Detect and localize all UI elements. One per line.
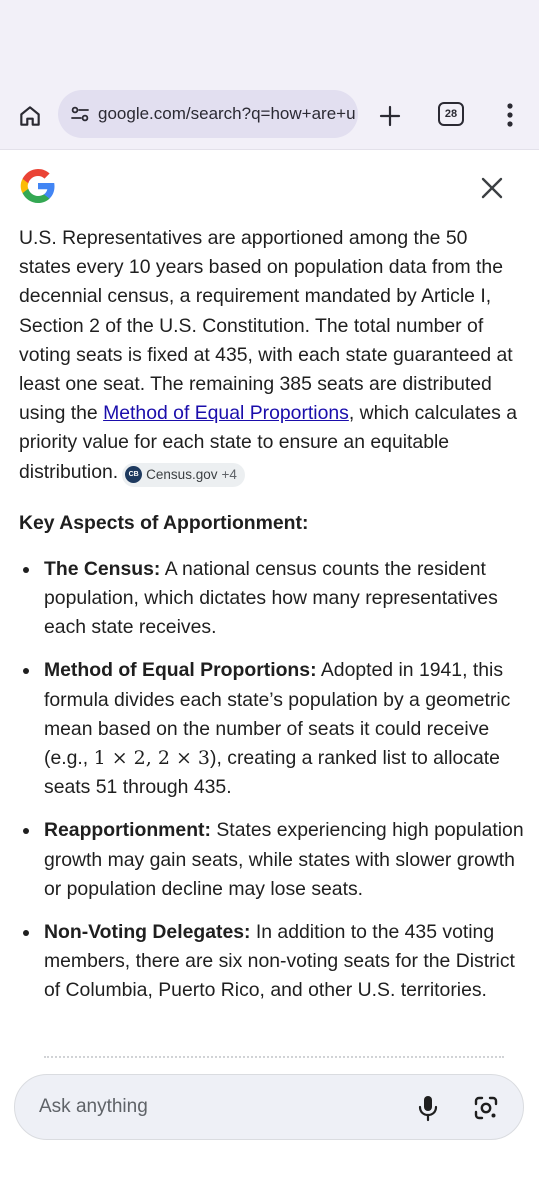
ai-overview-content [19, 224, 524, 1020]
item-text-after-math: ), creating a ranked list to allocate seats 51 through 435. [44, 747, 500, 799]
plus-icon [378, 104, 402, 128]
item-term: Method of Equal Proportions: [44, 659, 317, 682]
bottom-spacer [0, 1144, 539, 1200]
browser-toolbar [0, 80, 539, 150]
lens-button[interactable] [471, 1092, 501, 1124]
item-term: The Census: [44, 557, 161, 580]
google-g-logo [18, 166, 58, 206]
math-expression: 1 × 2, 2 × 3 [93, 747, 211, 770]
list-item-method [19, 656, 524, 802]
close-button[interactable] [476, 172, 508, 204]
item-text: States experiencing high population growth may gain seats, while states with slower growth or population decline may lose seats. [44, 819, 524, 900]
aspects-list [19, 555, 524, 1006]
item-text-before-math: Adopted in 1941, this formula divides each state’s population by a geometric mean based on the number of seats it could receive (e.g., [44, 659, 511, 770]
status-bar-area [0, 0, 539, 80]
item-text: In addition to the 435 voting members, there are six non-voting seats for the District of Columbia, Puerto Rico, and other U.S. territories. [44, 921, 515, 1002]
intro-text-before-link: U.S. Representatives are apportioned among the 50 states every 10 years based on population data from the decennial census, a requirement mandated by Article I, Section 2 of the U.S. Constitution. The total number of voting seats is fixed at 435, with each state guaranteed at least one seat. The remaining 385 seats are distributed using the [19, 227, 513, 425]
list-item-non-voting [19, 918, 524, 1006]
item-text: A national census counts the resident population, which dictates how many representatives each state receives. [44, 557, 498, 639]
new-tab-button[interactable] [374, 100, 406, 132]
mic-icon [417, 1094, 439, 1122]
home-button[interactable] [14, 100, 46, 132]
tab-count: 28 [444, 108, 458, 120]
intro-text-after-link: , which calculates a priority value for each state to ensure an equitable distribution. [19, 402, 517, 483]
lens-camera-icon [473, 1095, 499, 1121]
list-item-census [19, 555, 524, 643]
source-more-count: +4 [221, 466, 237, 482]
method-of-equal-proportions-link[interactable]: Method of Equal Proportions [103, 402, 349, 425]
ask-input[interactable]: Ask anything [39, 1096, 148, 1117]
close-icon [481, 177, 503, 199]
section-heading: Key Aspects of Apportionment: [19, 511, 309, 534]
list-item-reapportionment [19, 816, 524, 904]
ask-bar[interactable] [14, 1074, 524, 1140]
more-vert-icon [506, 102, 514, 128]
tune-icon[interactable] [68, 102, 92, 126]
intro-paragraph [19, 224, 524, 487]
tab-switcher-button[interactable] [438, 102, 464, 126]
mic-button[interactable] [413, 1092, 443, 1124]
item-term: Non-Voting Delegates: [44, 921, 251, 944]
item-term: Reapportionment: [44, 819, 211, 842]
census-logo-icon: CB [125, 466, 142, 483]
url-text[interactable]: google.com/search?q=how+are+u [98, 104, 356, 123]
source-chip[interactable] [122, 463, 245, 487]
address-bar[interactable] [58, 90, 358, 138]
source-label: Census.gov [146, 466, 218, 482]
home-icon [17, 103, 43, 129]
menu-button[interactable] [496, 98, 524, 132]
